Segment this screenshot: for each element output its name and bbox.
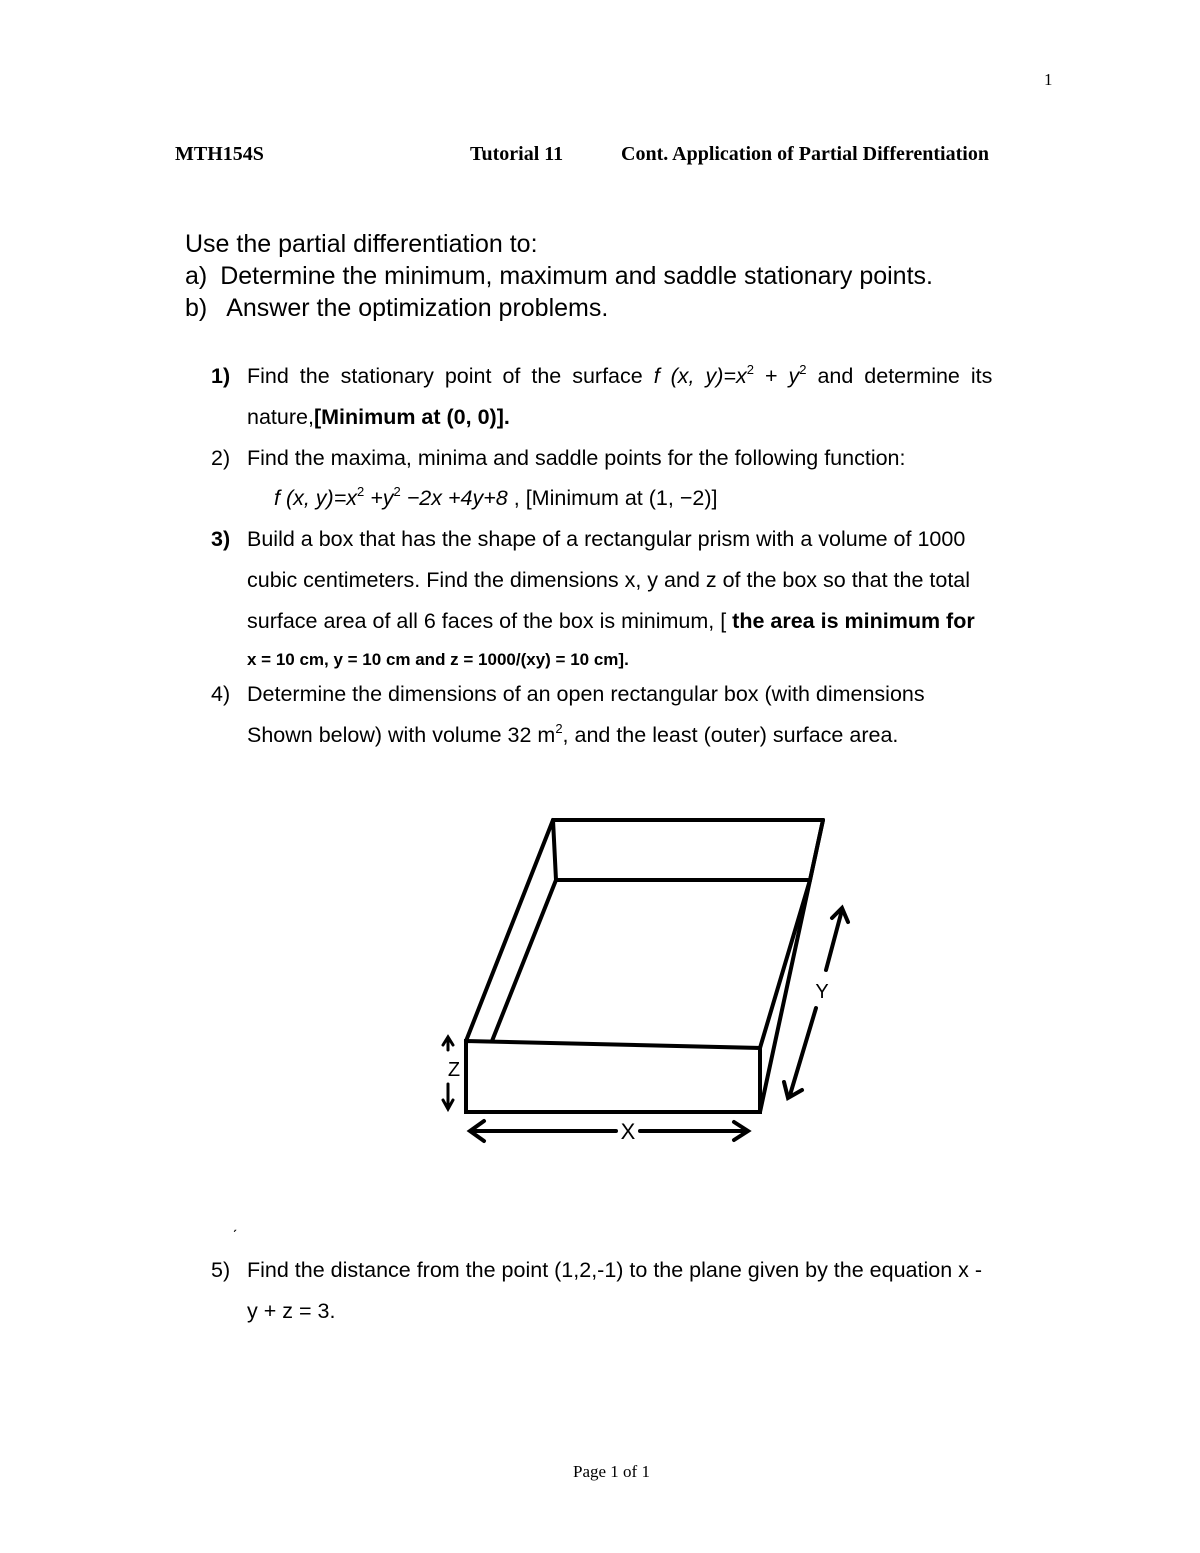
question-1-text: Find the stationary point of the surface	[247, 364, 643, 388]
question-5-line-1	[211, 1258, 982, 1283]
question-2-line-1	[211, 446, 905, 471]
question-1-answer: [Minimum at (0, 0)].	[313, 405, 510, 429]
question-1-post: and determine its	[806, 364, 993, 388]
question-5-number: 5)	[211, 1258, 231, 1282]
question-5-text-1: Find the distance from the point (1,2,-1) to the plane given by the equation x -	[247, 1258, 983, 1282]
question-2-func-a: f (x, y)=x	[274, 486, 358, 510]
question-1-line-1	[211, 364, 992, 389]
question-3-line-1	[211, 527, 965, 552]
question-2-func-b: +y	[364, 486, 394, 510]
course-code: MTH154S	[175, 143, 264, 165]
page-number: 1	[1044, 70, 1053, 89]
box-left-inner-edge	[492, 880, 556, 1041]
box-front-face	[466, 1041, 760, 1112]
question-1-plus: +	[753, 364, 789, 388]
intro-lead: Use the partial differentiation to:	[185, 230, 538, 258]
question-2-exp-2: 2	[393, 484, 401, 499]
question-2-func-c: −2x +4y+8	[400, 486, 508, 510]
intro-item-b-text: Answer the optimization problems.	[226, 294, 609, 322]
intro-item-a	[185, 260, 933, 292]
intro-item-a-label: a)	[185, 262, 208, 290]
box-left-outer-edge	[466, 820, 553, 1041]
intro-item-b	[185, 292, 608, 324]
question-3-text-3: surface area of all 6 faces of the box is minimum, [	[247, 609, 727, 633]
open-box-figure	[420, 800, 860, 1160]
page-footer: Page 1 of 1	[573, 1462, 650, 1481]
question-4-text-2: Shown below) with volume 32 m	[247, 723, 556, 747]
question-3-number: 3)	[211, 527, 231, 551]
box-right-inner-edge	[760, 880, 810, 1048]
question-1-line-2	[247, 405, 510, 430]
question-1-exp-1: 2	[746, 362, 754, 377]
question-2-text: Find the maxima, minima and saddle points for the following function:	[247, 446, 906, 470]
question-3-answer-2: x = 10 cm, y = 10 cm and z = 1000/(xy) = 10 cm].	[247, 650, 629, 669]
question-4-line-1	[211, 682, 925, 707]
stray-mark: ˏ	[232, 1216, 238, 1233]
question-2-number: 2)	[211, 446, 231, 470]
question-4-line-2	[247, 723, 898, 748]
question-2-answer: , [Minimum at (1, −2)]	[507, 486, 718, 510]
question-1-function: f (x, y)=x	[653, 364, 747, 388]
tutorial-title: Tutorial 11	[470, 143, 564, 165]
question-1-nature: nature,	[247, 405, 314, 429]
question-2-exp-1: 2	[357, 484, 365, 499]
z-dimension-label: Z	[447, 1059, 461, 1081]
question-2-line-2	[274, 486, 717, 511]
question-4-exp: 2	[555, 721, 563, 736]
question-3-line-3	[247, 609, 975, 634]
question-1-exp-2: 2	[799, 362, 807, 377]
question-3-line-2: cubic centimeters. Find the dimensions x, y and z of the box so that the total	[247, 568, 971, 592]
topic-title: Cont. Application of Partial Differentiation	[621, 143, 989, 165]
question-4-number: 4)	[211, 682, 231, 706]
question-3-text-1: Build a box that has the shape of a rectangular prism with a volume of 1000	[247, 527, 966, 551]
box-back-left-vertical	[553, 820, 556, 880]
x-dimension-arrow	[470, 1121, 748, 1141]
intro-item-a-text: Determine the minimum, maximum and saddle stationary points.	[220, 262, 933, 290]
intro-item-b-label: b)	[185, 294, 208, 322]
question-4-text-1: Determine the dimensions of an open rectangular box (with dimensions	[247, 682, 925, 706]
box-back-right-vertical	[810, 820, 823, 880]
x-dimension-label: X	[620, 1119, 636, 1144]
question-3-answer-1: the area is minimum for	[726, 609, 975, 633]
question-1-number: 1)	[211, 364, 231, 388]
question-4-text-3: , and the least (outer) surface area.	[562, 723, 899, 747]
y-dimension-label: Y	[815, 981, 829, 1003]
question-5-line-2: y + z = 3.	[247, 1299, 336, 1323]
question-1-y: y	[788, 364, 800, 388]
